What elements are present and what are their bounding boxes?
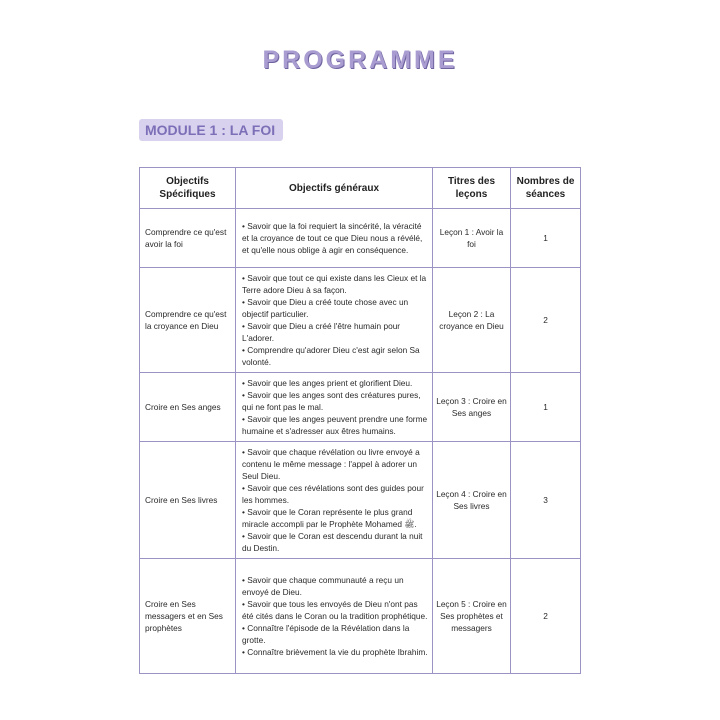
objective-item: • Savoir que les anges sont des créatures pures, qui ne font pas le mal. xyxy=(242,390,421,412)
table-row xyxy=(140,209,581,268)
objective-item: • Savoir que les anges prient et glorifient Dieu. xyxy=(242,378,413,388)
objective-item: • Savoir que ces révélations sont des guides pour les hommes. xyxy=(242,483,424,505)
specific-objective-cell: Comprendre ce qu'est avoir la foi xyxy=(140,209,236,268)
objective-item: • Savoir que chaque communauté a reçu un envoyé de Dieu. xyxy=(242,575,404,597)
table-row xyxy=(140,268,581,373)
header-session-count: Nombres de séances xyxy=(511,168,581,209)
objective-item: • Savoir que chaque révélation ou livre envoyé a contenu le même message : l'appel à adorer un Seul Dieu. xyxy=(242,447,420,481)
objective-item: • Savoir que Dieu a créé toute chose avec un objectif particulier. xyxy=(242,297,409,319)
page-title: PROGRAMME xyxy=(262,46,458,74)
objective-item: • Connaître l'épisode de la Révélation dans la grotte. xyxy=(242,623,410,645)
objective-item: • Savoir que Dieu a créé l'être humain pour L'adorer. xyxy=(242,321,401,343)
objective-item: • Savoir que les anges peuvent prendre une forme humaine et s'adresser aux êtres humains. xyxy=(242,414,428,436)
lesson-title-cell: Leçon 1 : Avoir la foi xyxy=(433,209,511,268)
lesson-title-cell: Leçon 4 : Croire en Ses livres xyxy=(433,442,511,559)
lesson-title-cell: Leçon 3 : Croire en Ses anges xyxy=(433,373,511,442)
objective-item: • Comprendre qu'adorer Dieu c'est agir selon Sa volonté. xyxy=(242,345,420,367)
objective-item: • Savoir que tous les envoyés de Dieu n'ont pas été cités dans le Coran ou la tradition prophétique. xyxy=(242,599,428,621)
table-row xyxy=(140,559,581,674)
header-lesson-titles: Titres des leçons xyxy=(433,168,511,209)
header-general-objectives: Objectifs généraux xyxy=(236,168,433,209)
program-table xyxy=(139,167,581,674)
general-objectives-cell xyxy=(236,209,433,268)
general-objectives-cell xyxy=(236,442,433,559)
module-badge: MODULE 1 : LA FOI xyxy=(139,119,283,141)
lesson-title-cell: Leçon 2 : La croyance en Dieu xyxy=(433,268,511,373)
general-objectives-cell xyxy=(236,559,433,674)
objective-item: • Connaître brièvement la vie du prophète Ibrahim. xyxy=(242,647,428,657)
general-objectives-cell xyxy=(236,268,433,373)
specific-objective-cell: Croire en Ses anges xyxy=(140,373,236,442)
general-objectives-cell xyxy=(236,373,433,442)
session-count-cell: 2 xyxy=(511,268,581,373)
objective-item: • Savoir que le Coran représente le plus grand miracle accompli par le Prophète Mohamed ﷺ. xyxy=(242,507,417,529)
session-count-cell: 1 xyxy=(511,373,581,442)
objective-item: • Savoir que le Coran est descendu durant la nuit du Destin. xyxy=(242,531,423,553)
lesson-title-cell: Leçon 5 : Croire en Ses prophètes et messagers xyxy=(433,559,511,674)
header-specific-objectives: Objectifs Spécifiques xyxy=(140,168,236,209)
table-header-row xyxy=(140,168,581,209)
specific-objective-cell: Croire en Ses livres xyxy=(140,442,236,559)
session-count-cell: 3 xyxy=(511,442,581,559)
specific-objective-cell: Croire en Ses messagers et en Ses prophètes xyxy=(140,559,236,674)
objective-item: • Savoir que la foi requiert la sincérité, la véracité et la croyance de tout ce que Dieu nous a révélé, et qu'elle nous oblige à agir en conséquence. xyxy=(242,221,423,255)
specific-objective-cell: Comprendre ce qu'est la croyance en Dieu xyxy=(140,268,236,373)
table-row xyxy=(140,442,581,559)
session-count-cell: 1 xyxy=(511,209,581,268)
session-count-cell: 2 xyxy=(511,559,581,674)
objective-item: • Savoir que tout ce qui existe dans les Cieux et la Terre adore Dieu à sa façon. xyxy=(242,273,427,295)
table-row xyxy=(140,373,581,442)
